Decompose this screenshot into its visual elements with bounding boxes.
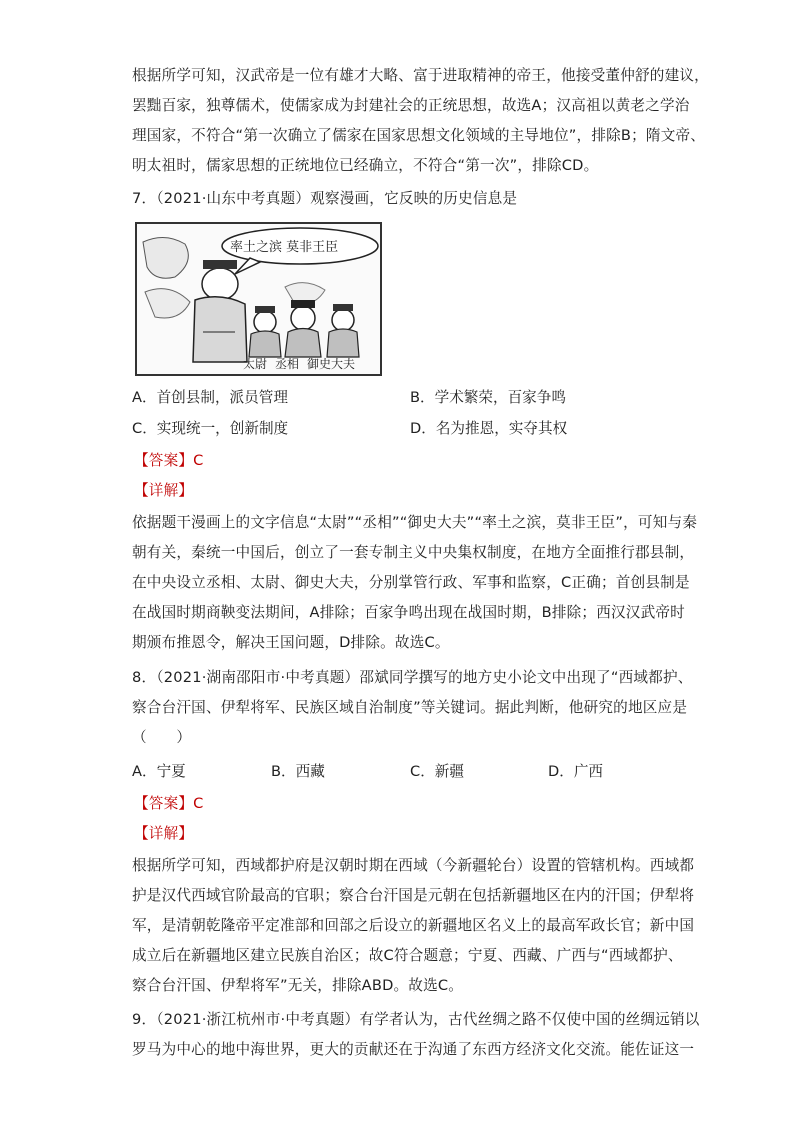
- q7-option-c: C．实现统一，创新制度: [132, 420, 289, 437]
- paragraph-line: 根据所学可知，汉武帝是一位有雄才大略、富于进取精神的帝王，他接受董仲舒的建议，: [132, 67, 709, 84]
- question-8-blank: （ ）: [132, 729, 192, 746]
- q8-detail-line: 根据所学可知，西域都护府是汉朝时期在西域（今新疆轮台）设置的管辖机构。西域都: [132, 857, 695, 874]
- q8-option-c: C．新疆: [410, 763, 464, 780]
- q7-answer: 【答案】C: [134, 452, 204, 469]
- q8-detail-label: 【详解】: [134, 825, 194, 842]
- question-9-stem: 9．（2021·浙江杭州市·中考真题）有学者认为，古代丝绸之路不仅使中国的丝绸远销以: [132, 1011, 700, 1028]
- paragraph-line: 明太祖时，儒家思想的正统地位已经确立，不符合“第一次”，排除CD。: [132, 157, 599, 174]
- q7-detail-line: 期颁布推恩令，解决王国问题，D排除。故选C。: [132, 634, 450, 651]
- q7-detail-line: 在战国时期商鞅变法期间，A排除；百家争鸣出现在战国时期，B排除；西汉汉武帝时: [132, 604, 685, 621]
- cartoon-captions: [243, 355, 355, 372]
- q8-detail-line: 成立后在新疆地区建立民族自治区；故C符合题意；宁夏、西藏、广西与“西域都护、: [132, 947, 683, 964]
- paragraph-line: 罢黜百家，独尊儒术，使儒家成为封建社会的正统思想，故选A；汉高祖以黄老之学治: [132, 97, 690, 114]
- q8-detail-line: 护是汉代西域官阶最高的官职；察合台汗国是元朝在包括新疆地区在内的汗国；伊犁将: [132, 887, 695, 904]
- question-8-stem: 8．（2021·湖南邵阳市·中考真题）邵斌同学撰写的地方史小论文中出现了“西域都护、: [132, 669, 693, 686]
- q8-option-d: D．广西: [548, 763, 604, 780]
- q7-option-a: A．首创县制，派员管理: [132, 389, 288, 406]
- q8-option-b: B．西藏: [271, 763, 325, 780]
- question-9-stem: 罗马为中心的地中海世界，更大的贡献还在于沟通了东西方经济文化交流。能佐证这一: [132, 1041, 695, 1058]
- q7-detail-line: 依据题干漫画上的文字信息“太尉”“丞相”“御史大夫”“率土之滨，莫非王臣”，可知与秦: [132, 514, 698, 531]
- q7-option-d: D．名为推恩，实夺其权: [410, 420, 568, 437]
- paragraph-line: 理国家，不符合“第一次确立了儒家在国家思想文化领域的主导地位”，排除B；隋文帝、: [132, 127, 706, 144]
- cartoon-speech-text: 率土之滨 莫非王臣: [230, 240, 339, 255]
- q7-detail-line: 朝有关，秦统一中国后，创立了一套专制主义中央集权制度，在地方全面推行郡县制，: [132, 544, 695, 561]
- question-7-stem: 7．（2021·山东中考真题）观察漫画，它反映的历史信息是: [132, 190, 518, 207]
- caption-yushidafu: 御史大夫: [307, 357, 356, 371]
- cartoon-image: [135, 222, 382, 376]
- q8-answer: 【答案】C: [134, 795, 204, 812]
- q7-detail-label: 【详解】: [134, 482, 194, 499]
- question-8-stem: 察合台汗国、伊犁将军、民族区域自治制度”等关键词。据此判断，他研究的地区应是: [132, 699, 688, 716]
- q7-option-b: B．学术繁荣，百家争鸣: [410, 389, 566, 406]
- q7-detail-line: 在中央设立丞相、太尉、御史大夫，分别掌管行政、军事和监察，C正确；首创县制是: [132, 574, 690, 591]
- q8-detail-line: 军，是清朝乾隆帝平定准部和回部之后设立的新疆地区名义上的最高军政长官；新中国: [132, 917, 695, 934]
- caption-chengxiang: 丞相: [275, 357, 300, 371]
- caption-taiwei: 太尉: [243, 357, 268, 371]
- q8-option-a: A．宁夏: [132, 763, 186, 780]
- q8-detail-line: 察合台汗国、伊犁将军”无关，排除ABD。故选C。: [132, 977, 464, 994]
